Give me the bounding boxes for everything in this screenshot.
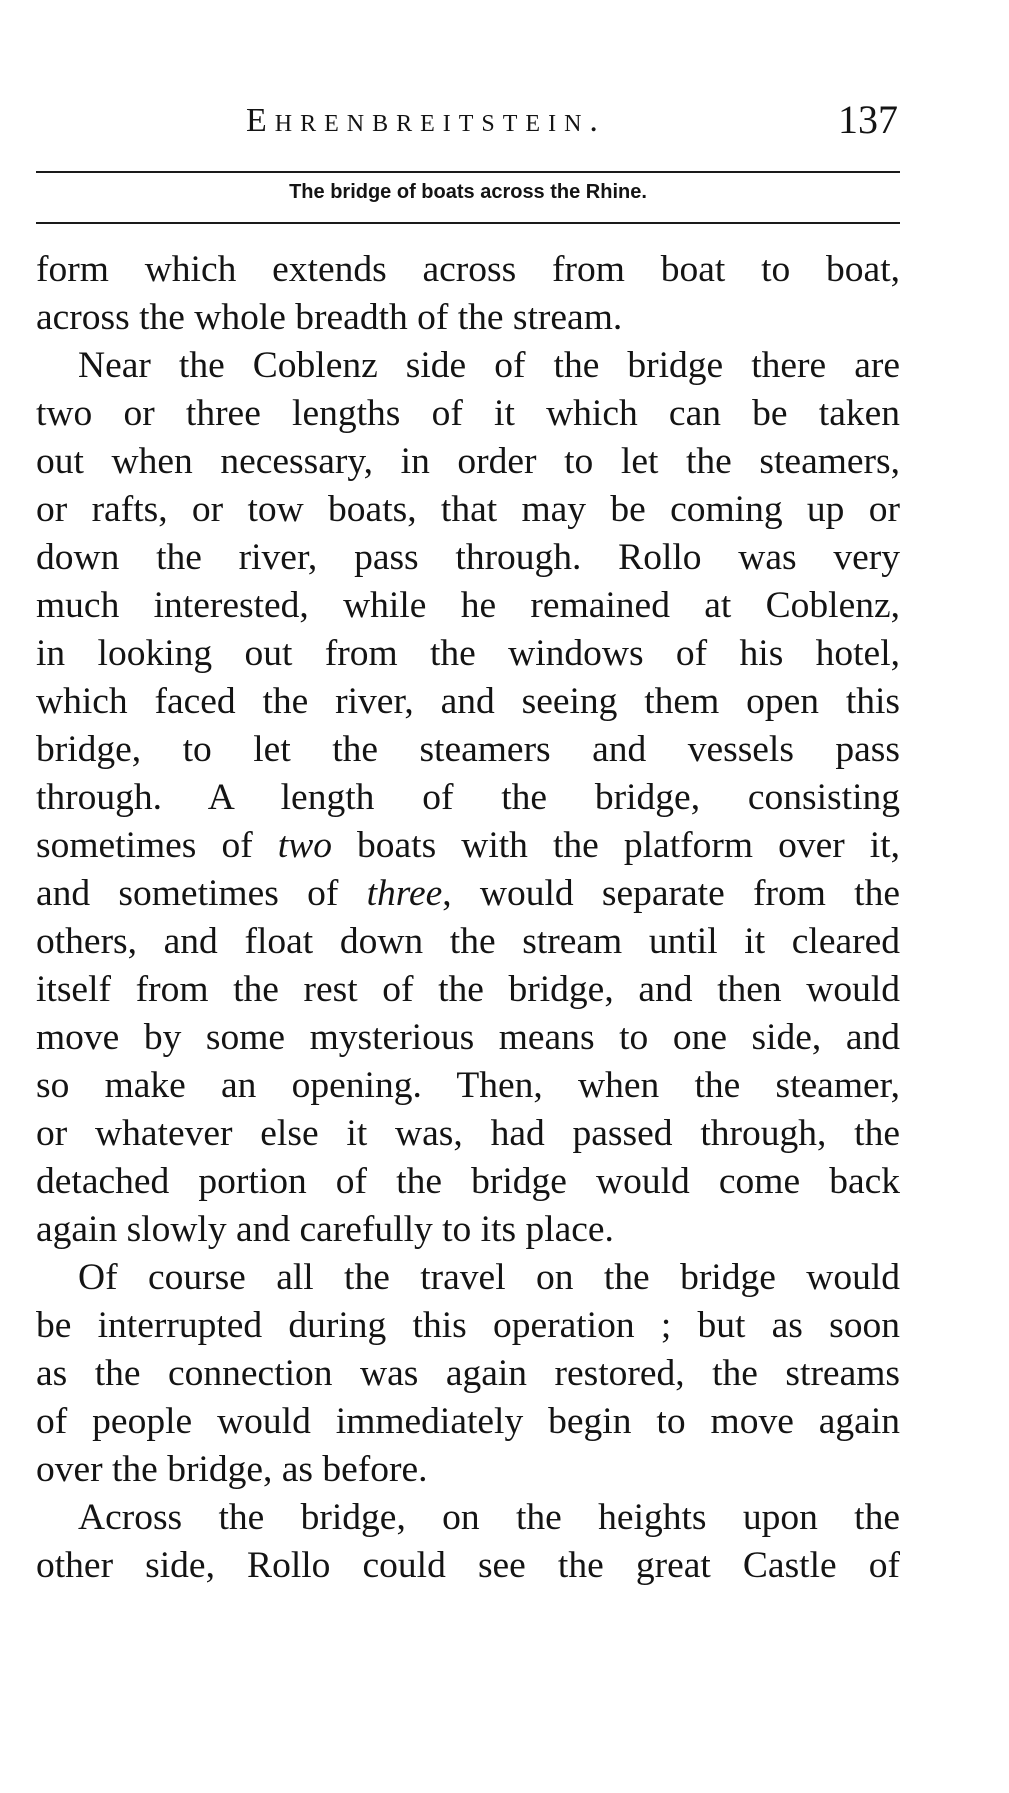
page-number: 137	[838, 97, 898, 142]
text-line: over the bridge, as before.	[36, 1449, 428, 1490]
running-head	[36, 96, 900, 146]
text-line: two or three lengths of it which can be taken	[36, 393, 900, 434]
text-line: itself from the rest of the bridge, and then would	[36, 969, 900, 1010]
running-title: Ehrenbreitstein.	[246, 102, 606, 139]
section-subhead: The bridge of boats across the Rhine.	[289, 181, 647, 203]
body-text	[36, 246, 900, 1590]
text-line: other side, Rollo could see the great Castle of	[36, 1545, 900, 1586]
header-rule-top	[36, 171, 900, 173]
text-line: much interested, while he remained at Coblenz,	[36, 585, 900, 626]
text-line: others, and float down the stream until it cleared	[36, 921, 900, 962]
text-line: be interrupted during this operation ; but as soon	[36, 1305, 900, 1346]
text-line: down the river, pass through. Rollo was very	[36, 537, 900, 578]
text-line: Across the bridge, on the heights upon the	[78, 1497, 900, 1538]
text-line-italic-word	[36, 870, 900, 918]
line-start: and sometimes of	[36, 873, 367, 914]
line-start: sometimes of	[36, 825, 278, 866]
text-line: which faced the river, and seeing them open this	[36, 681, 900, 722]
text-line: or whatever else it was, had passed through, the	[36, 1113, 900, 1154]
text-line: Of course all the travel on the bridge would	[78, 1257, 900, 1298]
text-line: form which extends across from boat to boat,	[36, 249, 900, 290]
italic-word: two	[277, 825, 332, 866]
text-line: so make an opening. Then, when the steamer,	[36, 1065, 900, 1106]
text-line: through. A length of the bridge, consisting	[36, 777, 900, 818]
line-end: boats with the platform over it,	[331, 825, 900, 866]
text-line: detached portion of the bridge would come back	[36, 1161, 900, 1202]
text-line: in looking out from the windows of his hotel,	[36, 633, 900, 674]
text-line: across the whole breadth of the stream.	[36, 297, 623, 338]
header-rule-bottom	[36, 222, 900, 224]
text-line: Near the Coblenz side of the bridge there are	[78, 345, 900, 386]
text-line: bridge, to let the steamers and vessels pass	[36, 729, 900, 770]
italic-word: three	[366, 873, 443, 914]
text-line: as the connection was again restored, the streams	[36, 1353, 900, 1394]
text-line: out when necessary, in order to let the steamers,	[36, 441, 900, 482]
text-line: move by some mysterious means to one side, and	[36, 1017, 900, 1058]
book-page	[36, 0, 900, 1793]
text-line: of people would immediately begin to move again	[36, 1401, 900, 1442]
text-line-italic-word	[36, 822, 900, 870]
text-line: or rafts, or tow boats, that may be coming up or	[36, 489, 900, 530]
line-end: , would separate from the	[442, 873, 900, 914]
text-line: again slowly and carefully to its place.	[36, 1209, 614, 1250]
